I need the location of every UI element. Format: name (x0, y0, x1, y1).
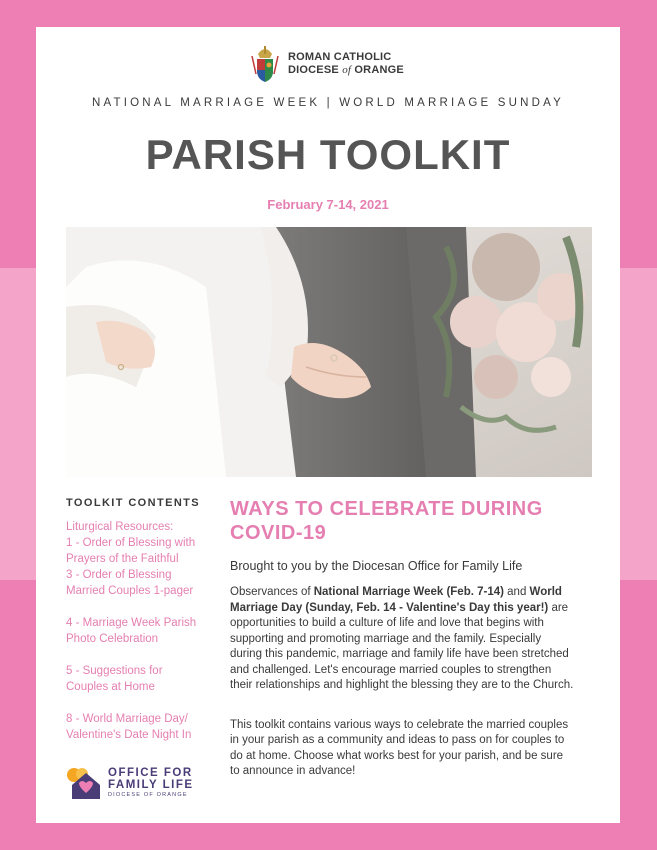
paragraph-observances: Observances of National Marriage Week (Feb. 7-14) and World Marriage Day (Sunday, Feb. 14 - Valentine's Day this year!) are opportunities to build a culture of life and love that begins with supporting and promoting marriage and the family. Especially during this pandemic, marriage and family life have been stretched and challenged. Let's encourage married couples to strengthen their relationships and highlight the blessing they are to the Church. (230, 586, 574, 691)
contents-item: Photo Celebration (66, 633, 159, 645)
office-logo-line-3: DIOCESE OF ORANGE (108, 792, 188, 798)
contents-item: Prayers of the Faithful (66, 553, 179, 565)
contents-item: Married Couples 1-pager (66, 585, 194, 597)
event-banner: NATIONAL MARRIAGE WEEK | WORLD MARRIAGE SUNDAY (91, 97, 564, 109)
office-logo-line-1: OFFICE FOR (108, 767, 193, 779)
contents-item: 3 - Order of Blessing (66, 569, 172, 581)
toolkit-contents (66, 497, 216, 743)
document-page (36, 27, 620, 823)
diocese-crest-icon (250, 44, 280, 84)
event-date: February 7-14, 2021 (267, 197, 389, 212)
logo-line-1: ROMAN CATHOLIC (288, 51, 392, 63)
logo-line-2: DIOCESE of ORANGE (288, 64, 404, 76)
house-heart-icon (64, 765, 104, 801)
office-logo-line-2: FAMILY LIFE (108, 779, 194, 791)
section-heading: WAYS TO CELEBRATE DURING COVID-19 (230, 498, 543, 544)
contents-item: Couples at Home (66, 681, 155, 693)
contents-item: 1 - Order of Blessing with (66, 537, 196, 549)
main-content (230, 497, 574, 780)
contents-item: 5 - Suggestions for (66, 665, 163, 677)
contents-item: 4 - Marriage Week Parish (66, 617, 197, 629)
section-subheading: Brought to you by the Diocesan Office for Family Life (230, 559, 523, 573)
contents-item: Valentine's Date Night In (66, 729, 192, 741)
page-title: PARISH TOOLKIT (145, 131, 511, 178)
toolkit-contents-heading: TOOLKIT CONTENTS (66, 497, 201, 509)
office-family-life-logo (64, 765, 194, 801)
contents-item: Liturgical Resources: (66, 521, 174, 533)
contents-item: 8 - World Marriage Day/ (66, 713, 188, 725)
diocese-logo (250, 43, 404, 85)
wedding-couple-photo (66, 227, 592, 477)
paragraph-toolkit: This toolkit contains various ways to celebrate the married couples in your parish as a community and ideas to pass on for couples to do at home. Choose what works best for your parish, and be sure to announce in advance! (230, 718, 569, 777)
